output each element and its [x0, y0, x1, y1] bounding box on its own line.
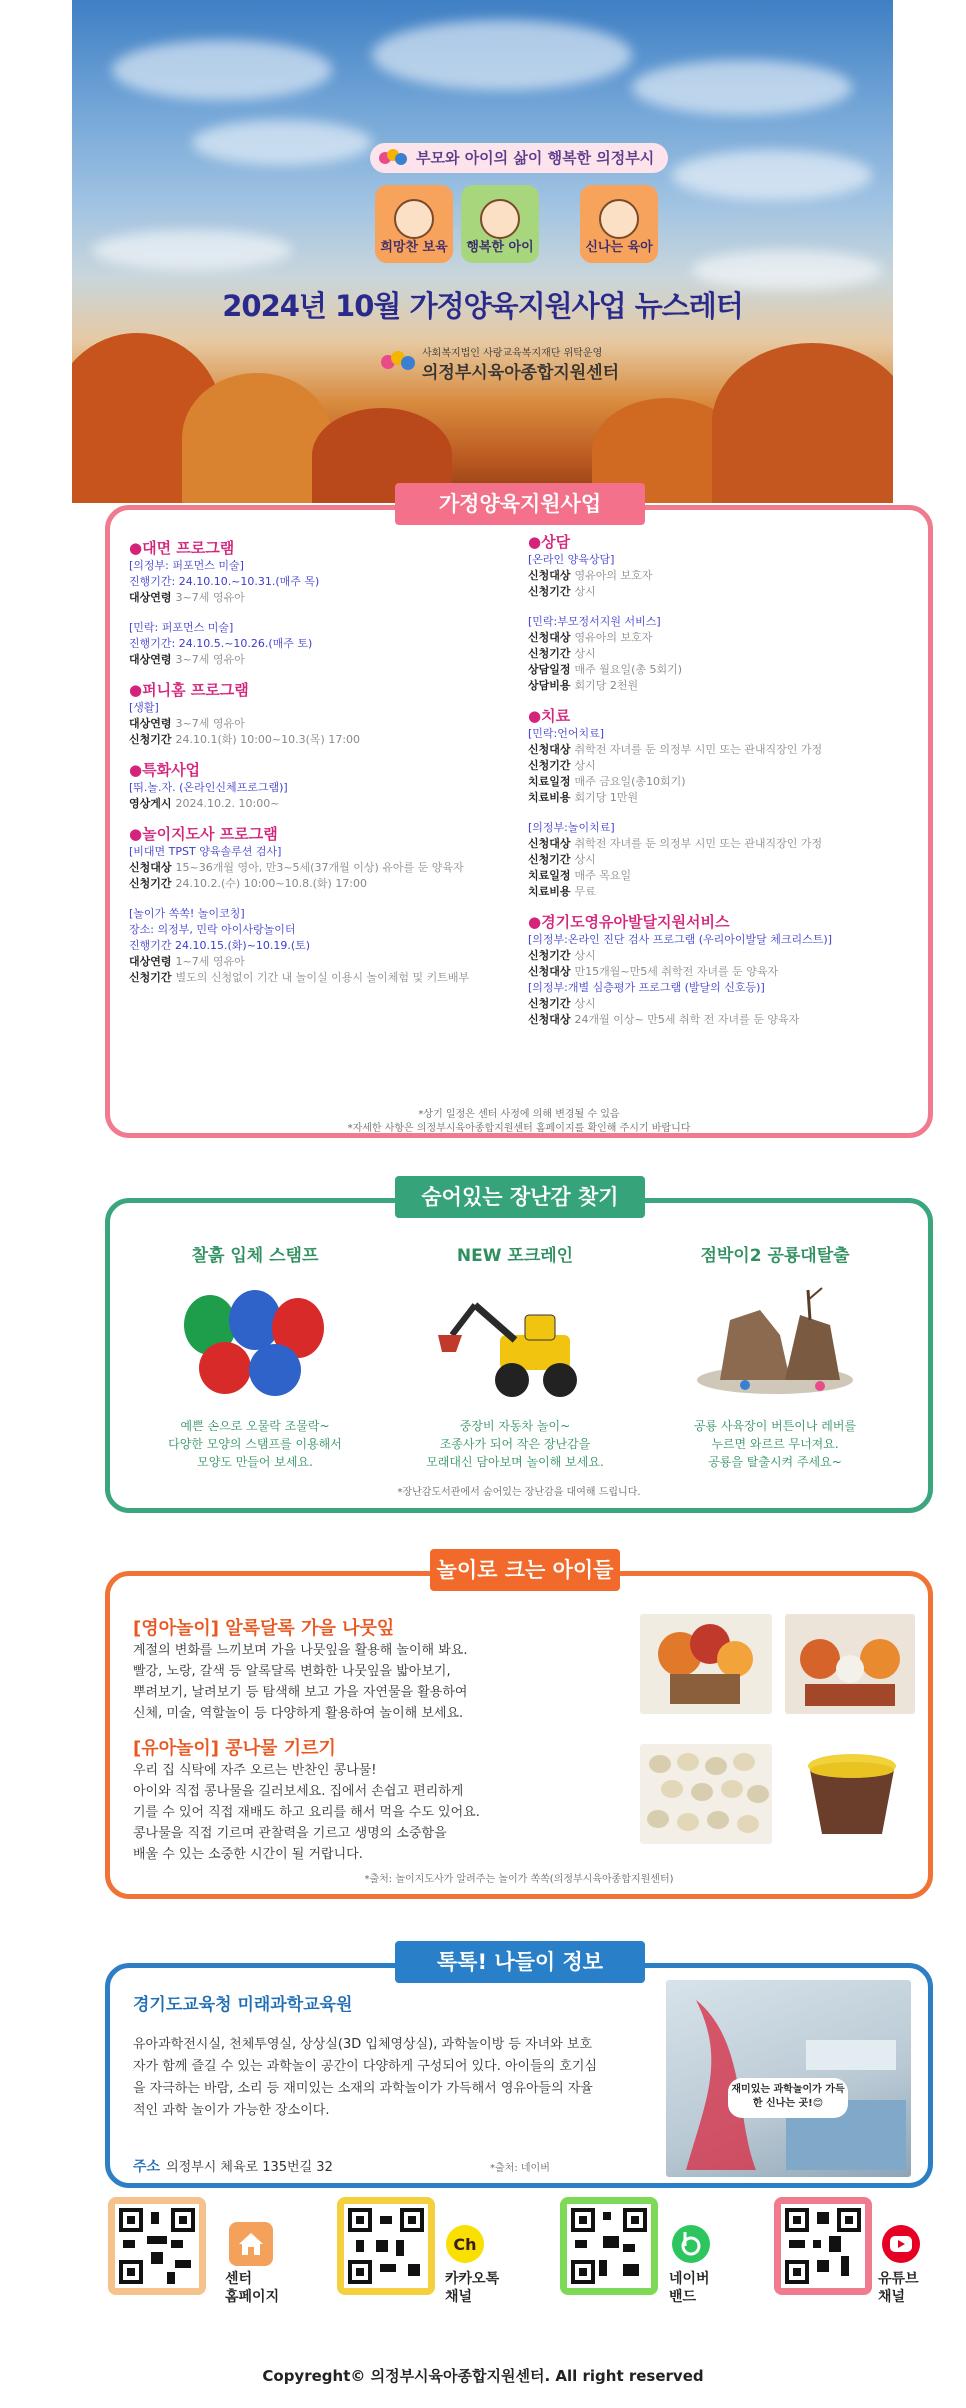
badge-label-2: 행복한 아이: [466, 240, 534, 255]
program-heading: ●특화사업: [129, 761, 201, 779]
program-subtitle: [의정부:개별 심층평가 프로그램 (발달의 신호등)]: [528, 981, 765, 994]
toy-name: 찰흙 입체 스탬프: [191, 1246, 319, 1266]
program-subtitle: [의정부:놀이치료]: [528, 821, 615, 834]
youtube-icon[interactable]: [879, 2222, 923, 2266]
excavator-image: [430, 1280, 600, 1405]
newsletter-title: 2024년 10월 가정양육지원사업 뉴스레터: [222, 289, 743, 323]
svg-text:Ch: Ch: [453, 2235, 477, 2254]
infant-play-text: 계절의 변화를 느끼보며 가을 나뭇잎을 활용해 놀이해 봐요. 빨강, 노랑, 갈색 등 알록달록 변화한 나뭇잎을 밟아보기, 뿌려보기, 날려보기 등 탐색해 보고 가을 자연물을 활용하여 신체, 미술, 역할놀이 등 다양하게 활용하여 놀이해 보세요.: [133, 1643, 468, 1721]
program-heading: ●놀이지도사 프로그램: [129, 825, 278, 843]
program-subtitle: [민락: 퍼포먼스 미술]: [129, 621, 234, 634]
infant-play-heading: [영아놀이] 알록달록 가을 나뭇잎: [133, 1618, 395, 1639]
center-logo-icon: [378, 147, 408, 169]
hidden-toys-section: [105, 1185, 933, 1513]
hero-banner: [72, 0, 893, 503]
program-heading: ●퍼니홈 프로그램: [129, 681, 249, 699]
spacer: [129, 892, 519, 906]
spacer: [528, 600, 923, 614]
youtube-qr-code[interactable]: [774, 2197, 872, 2295]
badge-label-3: 신나는 육아: [585, 240, 653, 255]
program-subtitle: [민락:부모정서지원 서비스]: [528, 615, 661, 628]
outing-address: 주소 의정부시 체육로 135번길 32: [133, 2159, 333, 2175]
organization-subtitle: 사회복지법인 사랑교육복지재단 위탁운영: [422, 348, 603, 359]
program-detail: 신청대상 영유아의 보호자: [528, 631, 653, 644]
program-subtitle: [비대면 TPST 양육솔루션 검사]: [129, 845, 282, 858]
program-subtitle: [놀이가 쏙쏙! 놀이코칭]: [129, 907, 245, 920]
organization-block: [380, 342, 710, 382]
program-detail: 치료일정 매주 금요일(총10회기): [528, 775, 686, 788]
slogan-text: 부모와 아이의 삶이 행복한 의정부시: [416, 149, 655, 167]
program-detail: 신청대상 취학전 자녀를 둔 의정부 시민 또는 관내직장인 가정: [528, 743, 823, 756]
homepage-qr-code[interactable]: [108, 2197, 206, 2295]
outing-section-title: 톡톡! 나들이 정보: [395, 1941, 645, 1983]
toy-name: 점박이2 공룡대탈출: [700, 1246, 850, 1266]
kakao-channel-icon[interactable]: [443, 2222, 487, 2266]
slogan-banner: [370, 143, 668, 173]
support-note-1: *상기 일정은 센터 사정에 의해 변경될 수 있음: [418, 1109, 620, 1120]
program-detail: 신청기간 상시: [528, 647, 596, 660]
toddler-play-heading: [유아놀이] 콩나물 기르기: [133, 1738, 336, 1759]
program-detail: 신청대상 24개월 이상~ 만5세 취학 전 자녀를 둔 양육자: [528, 1013, 800, 1026]
toy-excavator: [390, 1241, 640, 1471]
program-detail: 상담일정 매주 월요일(총 5회기): [528, 663, 683, 676]
outing-info-section: [105, 1950, 933, 2188]
dinosaur-escape-image: [690, 1280, 860, 1405]
program-subtitle: [의정부:온라인 진단 검사 프로그램 (우리아이발달 체크리스트)]: [528, 933, 833, 946]
support-note-2: *자세한 사항은 의정부시육아종합지원센터 홈페이지를 확인해 주시기 바랍니다: [347, 1123, 691, 1134]
program-detail: 치료비용 회기당 1만원: [528, 791, 639, 804]
outing-place-name: 경기도교육청 미래과학교육원: [133, 1995, 353, 2015]
program-detail: 신청기간 상시: [528, 759, 596, 772]
program-subtitle: 진행기간: 24.10.10.~10.31.(매주 목): [129, 575, 320, 588]
program-subtitle: 장소: 의정부, 민락 아이사랑놀이터: [129, 923, 296, 936]
organization-logo-icon: [380, 348, 416, 376]
program-detail: 신청기간 별도의 신청없이 기간 내 놀이실 이용시 놀이체험 및 키트배부: [129, 971, 470, 984]
band-label: 네이버 밴드: [669, 2271, 710, 2305]
program-heading: ●상담: [528, 533, 571, 551]
soybeans-photo: [640, 1744, 772, 1844]
play-section-title: 놀이로 크는 아이들: [430, 1549, 620, 1591]
program-detail: 신청기간 상시: [528, 853, 596, 866]
bean-sprout-pot-photo: [788, 1744, 916, 1844]
autumn-leaves-photo-1: [640, 1614, 772, 1714]
program-detail: 신청기간 24.10.1(화) 10:00~10.3(목) 17:00: [129, 733, 361, 746]
support-left-column: [129, 538, 519, 986]
program-detail: 치료일정 매주 목요일: [528, 869, 632, 882]
program-detail: 신청대상 15~36개월 영아, 만3~5세(37개월 이상) 유아를 둔 양육자: [129, 861, 464, 874]
play-section: [105, 1558, 933, 1899]
program-subtitle: [민락:언어치료]: [528, 727, 605, 740]
program-detail: 대상연령 1~7세 영유아: [129, 955, 245, 968]
toy-description: 공룡 사육장이 버튼이나 레버를 누르면 와르르 무너져요. 공룡을 탈출시켜 주세요~: [693, 1419, 857, 1469]
program-detail: 상담비용 회기당 2천원: [528, 679, 639, 692]
program-detail: 대상연령 3~7세 영유아: [129, 717, 245, 730]
program-detail: 신청기간 24.10.2.(수) 10:00~10.8.(화) 17:00: [129, 877, 368, 890]
youtube-label: 유튜브 채널: [878, 2271, 919, 2305]
program-detail: 신청기간 상시: [528, 585, 596, 598]
toys-note: *장난감도서관에서 숨어있는 장난감을 대여해 드립니다.: [397, 1487, 641, 1498]
kakao-qr-code[interactable]: [337, 2197, 435, 2295]
program-heading: ●대면 프로그램: [129, 539, 235, 557]
outing-bubble-text: 재미있는 과학놀이가 가득한 신나는 곳!😊: [728, 2078, 848, 2118]
program-detail: 영상게시 2024.10.2. 10:00~: [129, 797, 280, 810]
support-program-section: [105, 492, 933, 1138]
program-detail: 대상연령 3~7세 영유아: [129, 653, 245, 666]
toy-clay-stamp: [130, 1241, 380, 1471]
spacer: [129, 606, 519, 620]
toy-description: 예쁜 손으로 오물락 조물락~ 다양한 모양의 스탬프를 이용해서 모양도 만들어 보세요.: [168, 1419, 342, 1469]
homepage-label: 센터 홈페이지: [225, 2271, 280, 2305]
program-heading: ●치료: [528, 707, 571, 725]
program-subtitle: 진행기간 24.10.15.(화)~10.19.(토): [129, 939, 311, 952]
program-detail: 신청대상 만15개월~만5세 취학전 자녀를 둔 양육자: [528, 965, 779, 978]
program-subtitle: [온라인 양육상담]: [528, 553, 615, 566]
outing-source: *출처: 네이버: [490, 2163, 550, 2174]
program-subtitle: [의정부: 퍼포먼스 미술]: [129, 559, 244, 572]
spacer: [528, 806, 923, 820]
play-note: *출처: 놀이지도사가 알려주는 놀이가 쏙쏙(의정부시육아종합지원센터): [364, 1874, 674, 1885]
program-detail: 대상연령 3~7세 영유아: [129, 591, 245, 604]
autumn-leaves-photo-2: [785, 1614, 915, 1714]
home-icon[interactable]: [229, 2222, 273, 2266]
program-subtitle: [뛰.놀.자. (온라인신체프로그램)]: [129, 781, 288, 794]
science-center-photo: [666, 1980, 911, 2177]
program-detail: 신청기간 상시: [528, 997, 596, 1010]
program-detail: 신청기간 상시: [528, 949, 596, 962]
clay-stamp-image: [170, 1280, 340, 1405]
toy-dinosaur-escape: [650, 1241, 900, 1471]
copyright-text: Copyreght© 의정부시육아종합지원센터. All right reserved: [262, 2367, 704, 2385]
toy-name: NEW 포크레인: [456, 1246, 574, 1266]
kakao-label: 카카오톡 채널: [445, 2271, 500, 2305]
support-section-title: 가정양육지원사업: [395, 483, 645, 525]
program-subtitle: [생활]: [129, 701, 159, 714]
program-detail: 신청대상 취학전 자녀를 둔 의정부 시민 또는 관내직장인 가정: [528, 837, 823, 850]
program-heading: ●경기도영유아발달지원서비스: [528, 913, 730, 931]
band-icon[interactable]: [669, 2222, 713, 2266]
badge-label-1: 희망찬 보육: [380, 240, 448, 255]
outing-description: 유아과학전시실, 천체투영실, 상상실(3D 입체영상실), 과학놀이방 등 자녀와 보호자가 함께 즐길 수 있는 과학놀이 공간이 다양하게 구성되어 있다. 아이들의 호기심을 자극하는 바람, 소리 등 재미있는 소재의 과학놀이가 가득해서 영유아들의 자율적인 과학 놀이가 가능한 장소이다.: [133, 2037, 598, 2118]
support-right-column: [528, 532, 923, 1028]
toddler-play-text: 우리 집 식탁에 자주 오르는 반찬인 콩나물! 아이와 직접 콩나물을 길러보세요. 집에서 손쉽고 편리하게 기를 수 있어 직접 재배도 하고 요리를 해서 먹을 수도 있어요. 콩나물을 직접 기르며 관찰력을 기르고 생명의 소중함을 배울 수 있는 소중한 시간이 될 거랍니다.: [133, 1763, 480, 1862]
program-subtitle: 진행기간: 24.10.5.~10.26.(매주 토): [129, 637, 313, 650]
toys-section-title: 숨어있는 장난감 찾기: [395, 1176, 645, 1218]
program-detail: 신청대상 영유아의 보호자: [528, 569, 653, 582]
toy-description: 중장비 자동차 놀이~ 조종사가 되어 작은 장난감을 모래대신 담아보며 놀이해 보세요.: [426, 1419, 604, 1469]
band-qr-code[interactable]: [560, 2197, 658, 2295]
program-detail: 치료비용 무료: [528, 885, 596, 898]
organization-name: 의정부시육아종합지원센터: [422, 363, 620, 383]
